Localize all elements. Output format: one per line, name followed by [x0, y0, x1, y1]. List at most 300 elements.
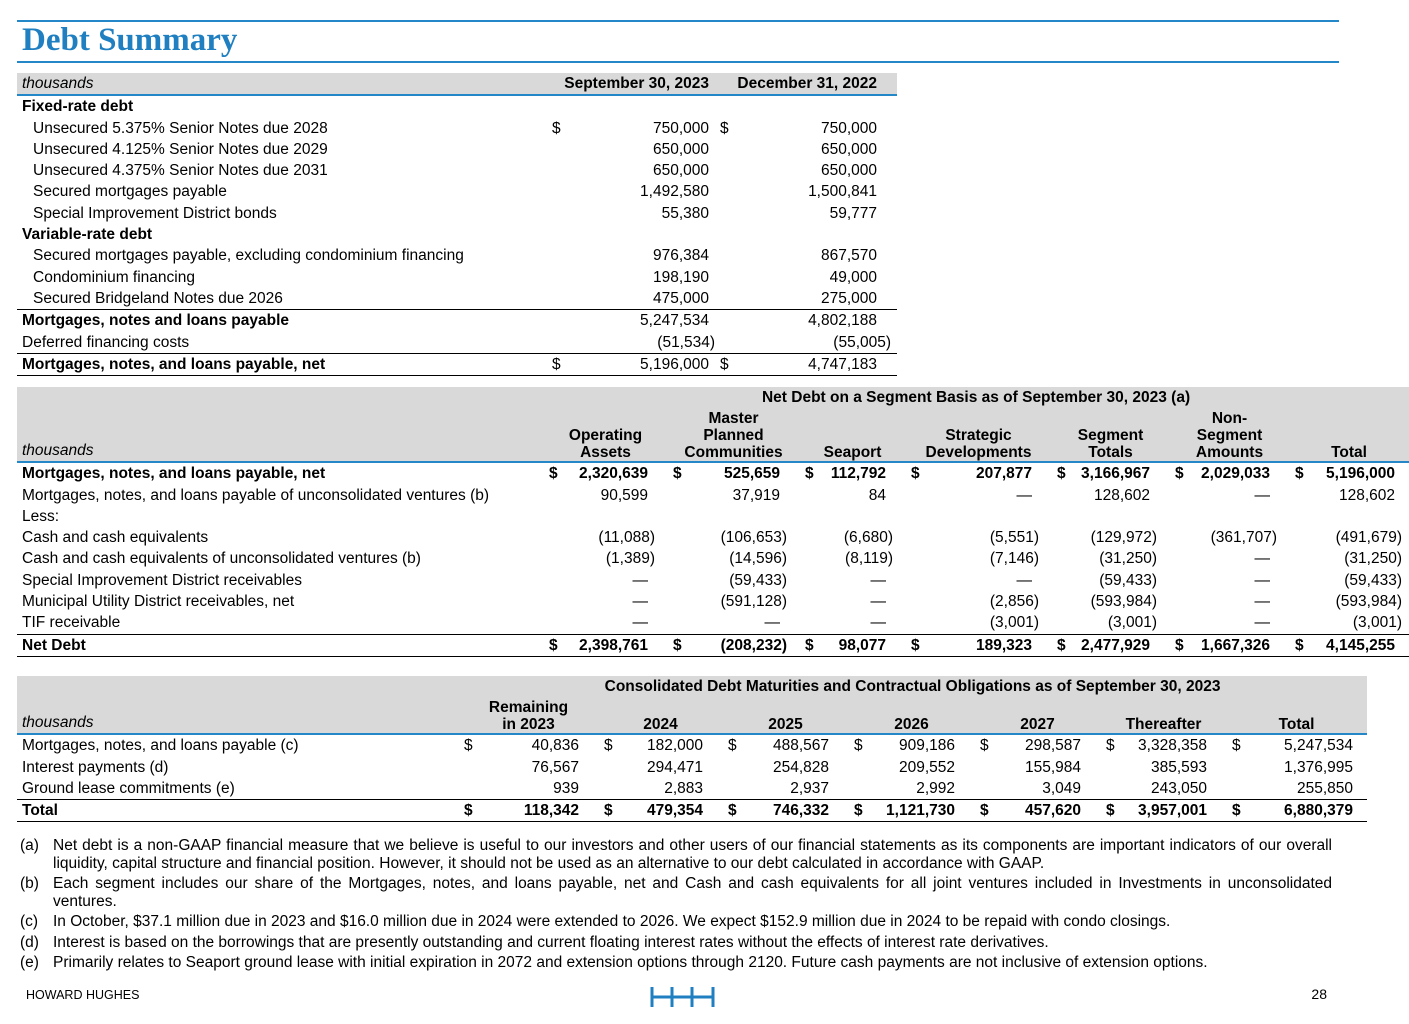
cell-value: (2,856) — [989, 593, 1039, 611]
page-title: Debt Summary — [22, 22, 238, 58]
row-label: Fixed-rate debt — [22, 98, 134, 116]
cell-value: 488,567 — [772, 737, 829, 755]
row-label: Deferred financing costs — [22, 333, 190, 351]
cell-value: (208,232) — [688, 634, 786, 656]
cell-value: — — [870, 614, 886, 632]
cell-value: — — [1254, 550, 1270, 568]
page-number: 28 — [1311, 986, 1327, 1002]
cell-value: (3,001) — [989, 614, 1039, 632]
table-row — [17, 800, 1367, 822]
currency-symbol: $ — [552, 119, 561, 137]
table-row — [17, 288, 897, 310]
net-debt-segment-table — [17, 387, 1402, 657]
table-row — [17, 160, 897, 181]
table-row — [17, 353, 897, 375]
currency-symbol — [1227, 778, 1247, 800]
currency-symbol — [800, 506, 820, 527]
currency-symbol — [906, 548, 926, 569]
cell-value — [564, 506, 654, 527]
column-header: Seaport — [800, 408, 906, 462]
cell-value: 1,500,841 — [808, 183, 878, 201]
currency-symbol — [1052, 591, 1072, 612]
cell-value: (106,653) — [720, 529, 787, 547]
currency-symbol: $ — [849, 800, 869, 822]
table-row — [17, 485, 1409, 506]
table-row — [17, 181, 897, 202]
currency-symbol — [1170, 570, 1190, 591]
cell-value: (6,680) — [843, 529, 893, 547]
cell-value: (59,433) — [1099, 571, 1157, 589]
table-row — [17, 139, 897, 160]
table-row — [17, 734, 1367, 756]
currency-symbol — [1290, 485, 1310, 506]
cell-value: 867,570 — [821, 247, 878, 265]
cell-value: 254,828 — [772, 758, 829, 776]
cell-value — [688, 506, 786, 527]
cell-value: 5,196,000 — [1326, 465, 1395, 483]
cell-value: — — [632, 614, 648, 632]
currency-symbol — [547, 181, 567, 202]
currency-symbol — [1227, 757, 1247, 778]
currency-symbol — [668, 591, 688, 612]
currency-symbol — [547, 245, 567, 266]
cell-value: — — [632, 593, 648, 611]
currency-symbol — [544, 548, 564, 569]
currency-symbol — [668, 506, 688, 527]
cell-value: 6,880,379 — [1247, 800, 1359, 822]
currency-symbol — [668, 570, 688, 591]
currency-symbol — [715, 332, 735, 354]
currency-symbol — [544, 527, 564, 548]
table-row — [17, 267, 897, 288]
currency-symbol — [1290, 506, 1310, 527]
currency-symbol — [906, 591, 926, 612]
currency-symbol: $ — [549, 465, 558, 483]
row-label: TIF receivable — [22, 614, 121, 632]
cell-value: 2,320,639 — [579, 465, 648, 483]
currency-symbol: $ — [728, 737, 737, 755]
currency-symbol — [800, 548, 820, 569]
currency-symbol — [906, 485, 926, 506]
row-label: Interest payments (d) — [22, 758, 169, 776]
company-logo-icon — [650, 986, 716, 1008]
cell-value: 76,567 — [531, 758, 579, 776]
cell-value: (1,389) — [605, 550, 655, 568]
currency-symbol: $ — [911, 465, 920, 483]
currency-symbol — [547, 139, 567, 160]
cell-value: 1,376,995 — [1284, 758, 1353, 776]
currency-symbol: $ — [464, 737, 473, 755]
currency-symbol: $ — [1175, 465, 1184, 483]
row-label: Secured Bridgeland Notes due 2026 — [33, 289, 283, 307]
cell-value: 650,000 — [821, 162, 878, 180]
currency-symbol — [544, 591, 564, 612]
currency-symbol — [1052, 548, 1072, 569]
currency-symbol — [800, 591, 820, 612]
currency-symbol — [1052, 506, 1072, 527]
row-label: Condominium financing — [33, 268, 195, 286]
currency-symbol — [1052, 570, 1072, 591]
currency-symbol — [547, 203, 567, 224]
currency-symbol: $ — [1052, 634, 1072, 656]
currency-symbol: $ — [604, 737, 613, 755]
currency-symbol — [800, 570, 820, 591]
cell-value: 59,777 — [829, 204, 878, 222]
table-row — [17, 757, 1367, 778]
currency-symbol — [1290, 527, 1310, 548]
cell-value: 2,937 — [790, 779, 829, 797]
cell-value: 98,077 — [820, 634, 892, 656]
cell-value: 3,166,967 — [1081, 465, 1150, 483]
currency-symbol: $ — [1295, 465, 1304, 483]
row-label: Mortgages, notes, and loans payable, net — [22, 465, 326, 483]
cell-value: 385,593 — [1150, 758, 1207, 776]
cell-value: 243,050 — [1150, 779, 1207, 797]
cell-value: — — [1016, 486, 1032, 504]
row-label: Unsecured 5.375% Senior Notes due 2028 — [33, 119, 328, 137]
currency-symbol — [906, 527, 926, 548]
currency-symbol — [1290, 612, 1310, 634]
currency-symbol — [800, 485, 820, 506]
currency-symbol — [715, 310, 735, 332]
cell-value: 746,332 — [743, 800, 835, 822]
cell-value: 650,000 — [652, 162, 710, 180]
currency-symbol — [1052, 485, 1072, 506]
cell-value: 1,667,326 — [1190, 634, 1276, 656]
column-header: September 30, 2023 — [547, 73, 715, 95]
currency-symbol: $ — [723, 800, 743, 822]
cell-value: 1,121,730 — [869, 800, 961, 822]
row-label: Mortgages, notes, and loans payable, net — [17, 353, 547, 375]
currency-symbol — [1170, 591, 1190, 612]
cell-value: (361,707) — [1210, 529, 1277, 547]
footnotes — [20, 837, 1332, 975]
currency-symbol — [547, 288, 567, 310]
row-label: Mortgages, notes, and loans payable (c) — [22, 737, 299, 755]
cell-value: 90,599 — [600, 486, 648, 504]
table-row — [17, 118, 897, 139]
units-label: thousands — [17, 697, 459, 734]
currency-symbol — [715, 245, 735, 266]
row-label: Ground lease commitments (e) — [22, 779, 235, 797]
column-header: Total — [1290, 408, 1409, 462]
currency-symbol — [1052, 527, 1072, 548]
currency-symbol — [1170, 548, 1190, 569]
currency-symbol: $ — [1290, 634, 1310, 656]
cell-value: (59,433) — [729, 571, 787, 589]
table-row — [17, 506, 1409, 527]
row-label: Less: — [22, 507, 60, 525]
cell-value: (14,596) — [729, 550, 787, 568]
cell-value: (31,250) — [1099, 550, 1157, 568]
currency-symbol — [599, 778, 619, 800]
footnote: (a) Net debt is a non-GAAP financial measure that we believe is useful to our investors and other users of our financial statements as its components are important indicators of our overall liquidity, capital structure and financial position. However, it should not be used as an alternative to our debt calculated in accordance with GAAP. — [20, 837, 1332, 872]
cell-value: 5,247,534 — [1284, 737, 1353, 755]
currency-symbol — [1052, 612, 1072, 634]
currency-symbol: $ — [1232, 737, 1241, 755]
row-label: Municipal Utility District receivables, net — [22, 593, 295, 611]
currency-symbol: $ — [906, 634, 926, 656]
cell-value: (593,984) — [1090, 593, 1157, 611]
currency-symbol — [975, 757, 995, 778]
cell-value: (55,005) — [833, 333, 892, 351]
cell-value: 189,323 — [926, 634, 1038, 656]
currency-symbol: $ — [715, 353, 735, 375]
cell-value: 128,602 — [1338, 486, 1395, 504]
currency-symbol — [544, 506, 564, 527]
debt-table — [17, 73, 897, 376]
currency-symbol — [715, 181, 735, 202]
currency-symbol — [668, 548, 688, 569]
footnote: (b) Each segment includes our share of the Mortgages, notes, and loans payable, net and Cash and cash equivalents for all joint ventures included in Investments in unconsolidated ventures. — [20, 875, 1332, 910]
currency-symbol — [1170, 612, 1190, 634]
footnote: (e) Primarily relates to Seaport ground lease with initial expiration in 2072 and extension options through 2120. Future cash payments are not inclusive of extension options. — [20, 954, 1208, 971]
column-header: Total — [1227, 697, 1367, 734]
cell-value: 909,186 — [898, 737, 955, 755]
table-row — [17, 245, 897, 266]
table-row — [17, 570, 1409, 591]
currency-symbol — [906, 570, 926, 591]
units-label: thousands — [17, 408, 544, 462]
cell-value: 128,602 — [1093, 486, 1150, 504]
cell-value: 49,000 — [829, 268, 878, 286]
currency-symbol: $ — [980, 737, 989, 755]
currency-symbol — [544, 485, 564, 506]
cell-value: 209,552 — [898, 758, 955, 776]
cell-value: 3,328,358 — [1138, 737, 1207, 755]
currency-symbol: $ — [800, 634, 820, 656]
footnote: (d) Interest is based on the borrowings that are presently outstanding and current floating interest rates without the effects of interest rate derivatives. — [20, 933, 1049, 951]
cell-value: 2,992 — [916, 779, 955, 797]
currency-symbol: $ — [544, 634, 564, 656]
currency-symbol: $ — [599, 800, 619, 822]
footer-company: HOWARD HUGHES — [26, 988, 140, 1002]
cell-value: 55,380 — [661, 204, 710, 222]
currency-symbol: $ — [720, 119, 729, 137]
currency-symbol — [459, 757, 479, 778]
cell-value: 650,000 — [821, 140, 878, 158]
currency-symbol — [723, 757, 743, 778]
cell-value: 650,000 — [652, 140, 710, 158]
cell-value: — — [1254, 486, 1270, 504]
table-row — [17, 332, 897, 354]
table-row — [17, 527, 1409, 548]
cell-value: 40,836 — [531, 737, 579, 755]
currency-symbol — [1101, 757, 1121, 778]
table-row — [17, 203, 897, 224]
cell-value: (51,534) — [657, 333, 716, 351]
currency-symbol: $ — [805, 465, 814, 483]
row-label: Secured mortgages payable — [33, 183, 227, 201]
table-row — [17, 95, 897, 117]
currency-symbol: $ — [459, 800, 479, 822]
cell-value: (591,128) — [720, 593, 787, 611]
cell-value: 84 — [868, 486, 886, 504]
currency-symbol — [547, 160, 567, 181]
column-header: December 31, 2022 — [715, 73, 883, 95]
row-label: Secured mortgages payable, excluding condominium financing — [33, 247, 464, 265]
column-header: Thereafter — [1101, 697, 1227, 734]
currency-symbol — [459, 778, 479, 800]
cell-value: 5,196,000 — [567, 353, 715, 375]
currency-symbol — [1170, 527, 1190, 548]
cell-value: — — [1254, 571, 1270, 589]
cell-value: 3,049 — [1042, 779, 1081, 797]
cell-value: 475,000 — [652, 289, 710, 307]
currency-symbol — [800, 612, 820, 634]
cell-value — [820, 506, 892, 527]
row-label: Cash and cash equivalents — [22, 529, 209, 547]
row-label: Special Improvement District bonds — [33, 204, 277, 222]
row-label: Total — [17, 800, 459, 822]
cell-value: 2,477,929 — [1072, 634, 1156, 656]
cell-value: (593,984) — [1335, 593, 1402, 611]
column-header: Strategic Developments — [906, 408, 1052, 462]
cell-value: (7,146) — [989, 550, 1039, 568]
currency-symbol — [715, 139, 735, 160]
currency-symbol — [1170, 485, 1190, 506]
cell-value: — — [870, 593, 886, 611]
cell-value: 1,492,580 — [640, 183, 710, 201]
cell-value: (491,679) — [1335, 529, 1402, 547]
cell-value: 37,919 — [732, 486, 780, 504]
cell-value: — — [1254, 614, 1270, 632]
currency-symbol — [800, 527, 820, 548]
cell-value: — — [632, 571, 648, 589]
table-row — [17, 462, 1409, 484]
debt-maturities-table — [17, 676, 1353, 822]
column-header: Segment Totals — [1052, 408, 1170, 462]
cell-value: 976,384 — [652, 247, 710, 265]
cell-value: 2,883 — [664, 779, 703, 797]
currency-symbol — [723, 778, 743, 800]
currency-symbol — [975, 778, 995, 800]
column-header: 2026 — [849, 697, 975, 734]
currency-symbol — [1290, 548, 1310, 569]
cell-value — [1072, 506, 1156, 527]
cell-value: 294,471 — [646, 758, 703, 776]
cell-value — [1310, 506, 1401, 527]
currency-symbol — [1170, 506, 1190, 527]
currency-symbol — [1101, 778, 1121, 800]
table-row — [17, 591, 1409, 612]
currency-symbol: $ — [1227, 800, 1247, 822]
currency-symbol — [668, 612, 688, 634]
cell-value: 182,000 — [646, 737, 703, 755]
currency-symbol — [715, 288, 735, 310]
cell-value: 198,190 — [652, 268, 710, 286]
title-rule-bottom — [17, 61, 1339, 63]
column-header: Master Planned Communities — [668, 408, 800, 462]
currency-symbol — [547, 332, 567, 354]
currency-symbol — [547, 267, 567, 288]
currency-symbol: $ — [854, 737, 863, 755]
currency-symbol — [544, 612, 564, 634]
currency-symbol — [1290, 570, 1310, 591]
cell-value — [1190, 506, 1276, 527]
currency-symbol: $ — [673, 465, 682, 483]
table-row — [17, 548, 1409, 569]
cell-value: — — [1016, 571, 1032, 589]
cell-value: 525,659 — [723, 465, 780, 483]
cell-value: 939 — [553, 779, 579, 797]
column-header: 2027 — [975, 697, 1101, 734]
cell-value: 2,029,033 — [1201, 465, 1270, 483]
table-row — [17, 634, 1409, 656]
row-label: Variable-rate debt — [22, 226, 153, 244]
currency-symbol — [849, 778, 869, 800]
cell-value: 118,342 — [479, 800, 585, 822]
table-row — [17, 612, 1409, 634]
units-label: thousands — [17, 73, 547, 95]
currency-symbol — [599, 757, 619, 778]
cell-value: 255,850 — [1296, 779, 1353, 797]
cell-value: 275,000 — [821, 289, 878, 307]
currency-symbol: $ — [1101, 800, 1121, 822]
cell-value: 2,398,761 — [564, 634, 654, 656]
column-header: 2024 — [599, 697, 723, 734]
cell-value: 750,000 — [821, 119, 878, 137]
row-label: Mortgages, notes and loans payable — [17, 310, 547, 332]
cell-value: — — [764, 614, 780, 632]
currency-symbol — [906, 612, 926, 634]
currency-symbol: $ — [1057, 465, 1066, 483]
cell-value: (3,001) — [1107, 614, 1157, 632]
cell-value: (11,088) — [598, 529, 655, 547]
cell-value: (5,551) — [989, 529, 1039, 547]
cell-value: — — [1254, 593, 1270, 611]
cell-value: 112,792 — [830, 465, 886, 483]
cell-value: (8,119) — [845, 550, 893, 568]
cell-value — [926, 506, 1038, 527]
cell-value: 457,620 — [995, 800, 1087, 822]
currency-symbol: $ — [1106, 737, 1115, 755]
currency-symbol — [715, 267, 735, 288]
currency-symbol — [544, 570, 564, 591]
cell-value: 4,145,255 — [1310, 634, 1401, 656]
cell-value: 207,877 — [975, 465, 1032, 483]
currency-symbol — [715, 160, 735, 181]
table-super-header: Consolidated Debt Maturities and Contractual Obligations as of September 30, 2023 — [459, 676, 1367, 697]
cell-value: 155,984 — [1024, 758, 1081, 776]
cell-value: (129,972) — [1090, 529, 1157, 547]
currency-symbol: $ — [1170, 634, 1190, 656]
currency-symbol: $ — [975, 800, 995, 822]
cell-value: 3,957,001 — [1121, 800, 1213, 822]
column-header: 2025 — [723, 697, 849, 734]
currency-symbol: $ — [547, 353, 567, 375]
row-label: Special Improvement District receivables — [22, 571, 302, 589]
currency-symbol — [715, 203, 735, 224]
currency-symbol — [668, 485, 688, 506]
row-label: Unsecured 4.375% Senior Notes due 2031 — [33, 162, 328, 180]
currency-symbol — [668, 527, 688, 548]
cell-value: 5,247,534 — [567, 310, 715, 332]
cell-value: 4,802,188 — [735, 310, 883, 332]
cell-value: 750,000 — [652, 119, 710, 137]
column-header: Operating Assets — [544, 408, 668, 462]
cell-value: (3,001) — [1352, 614, 1402, 632]
cell-value: (31,250) — [1344, 550, 1402, 568]
table-row — [17, 310, 897, 332]
table-row — [17, 778, 1367, 800]
table-super-header: Net Debt on a Segment Basis as of September 30, 2023 (a) — [544, 387, 1409, 408]
cell-value: 4,747,183 — [735, 353, 883, 375]
currency-symbol — [906, 506, 926, 527]
currency-symbol — [1290, 591, 1310, 612]
cell-value: 479,354 — [619, 800, 709, 822]
row-label: Mortgages, notes, and loans payable of unconsolidated ventures (b) — [22, 486, 490, 504]
